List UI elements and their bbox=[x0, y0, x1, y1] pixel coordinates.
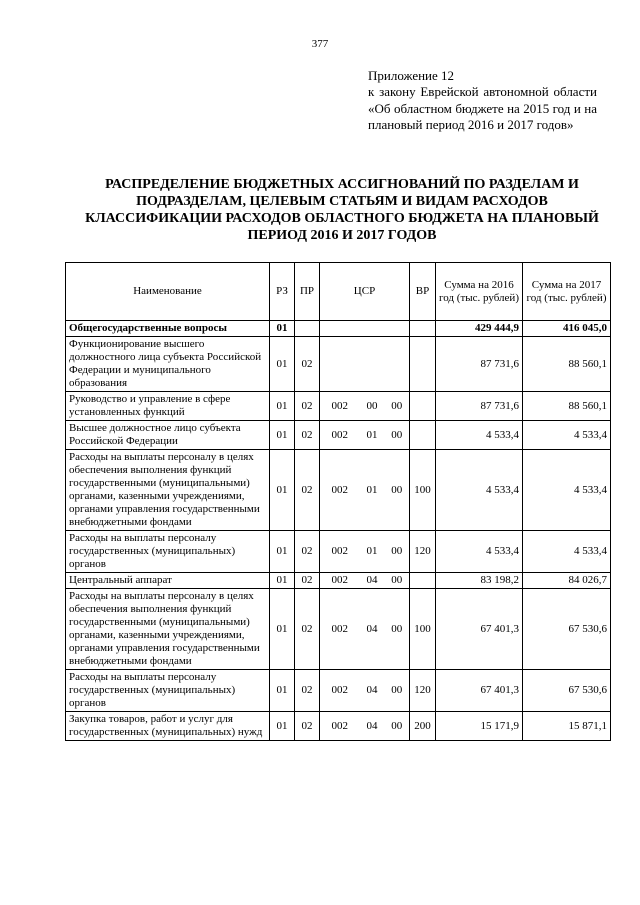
header-rz: РЗ bbox=[270, 263, 295, 321]
row-name: Центральный аппарат bbox=[66, 573, 270, 589]
page-number: 377 bbox=[311, 38, 329, 50]
header-sum-2017: Сумма на 2017 год (тыс. рублей) bbox=[523, 263, 611, 321]
row-sum-2017: 88 560,1 bbox=[523, 337, 611, 392]
row-vr: 200 bbox=[410, 712, 436, 741]
row-rz: 01 bbox=[270, 670, 295, 712]
table-row bbox=[66, 337, 611, 392]
row-csr-part1: 002 bbox=[320, 589, 360, 670]
table-row bbox=[66, 531, 611, 573]
row-name: Руководство и управление в сфере установленных функций bbox=[66, 392, 270, 421]
row-rz: 01 bbox=[270, 321, 295, 337]
row-csr-part1: 002 bbox=[320, 531, 360, 573]
row-csr-part2: 04 bbox=[360, 573, 385, 589]
row-vr bbox=[410, 392, 436, 421]
row-csr-part2: 01 bbox=[360, 421, 385, 450]
table-row bbox=[66, 321, 611, 337]
row-csr-part1: 002 bbox=[320, 573, 360, 589]
row-name: Высшее должностное лицо субъекта Российской Федерации bbox=[66, 421, 270, 450]
row-csr-part1: 002 bbox=[320, 421, 360, 450]
row-pr: 02 bbox=[295, 337, 320, 392]
row-vr bbox=[410, 421, 436, 450]
row-vr: 100 bbox=[410, 589, 436, 670]
row-csr-part2: 01 bbox=[360, 531, 385, 573]
row-csr-part3 bbox=[385, 321, 410, 337]
appendix-block bbox=[368, 68, 597, 134]
row-pr bbox=[295, 321, 320, 337]
row-name: Закупка товаров, работ и услуг для государственных (муниципальных) нужд bbox=[66, 712, 270, 741]
appendix-title: Приложение 12 bbox=[368, 68, 455, 83]
row-pr: 02 bbox=[295, 421, 320, 450]
row-rz: 01 bbox=[270, 337, 295, 392]
row-vr: 100 bbox=[410, 450, 436, 531]
table-body bbox=[66, 321, 611, 741]
row-rz: 01 bbox=[270, 421, 295, 450]
table-row bbox=[66, 670, 611, 712]
header-csr: ЦСР bbox=[320, 263, 410, 321]
row-rz: 01 bbox=[270, 589, 295, 670]
table-row bbox=[66, 421, 611, 450]
document-title: РАСПРЕДЕЛЕНИЕ БЮДЖЕТНЫХ АССИГНОВАНИЙ ПО РАЗДЕЛАМ И ПОДРАЗДЕЛАМ, ЦЕЛЕВЫМ СТАТЬЯМ И ВИДАМ РАСХОДОВ КЛАССИФИКАЦИИ РАСХОДОВ ОБЛАСТНОГО БЮДЖЕТА НА ПЛАНОВЫЙ ПЕРИОД 2016 И 2017 ГОДОВ bbox=[85, 177, 599, 243]
row-csr-part3: 00 bbox=[385, 450, 410, 531]
row-pr: 02 bbox=[295, 670, 320, 712]
row-csr-part1: 002 bbox=[320, 450, 360, 531]
table-row bbox=[66, 450, 611, 531]
table-row bbox=[66, 589, 611, 670]
row-rz: 01 bbox=[270, 712, 295, 741]
row-sum-2017: 84 026,7 bbox=[523, 573, 611, 589]
row-csr-part2 bbox=[360, 321, 385, 337]
row-name: Функционирование высшего должностного лица субъекта Российской Федерации и муниципального образования bbox=[66, 337, 270, 392]
row-csr-part1 bbox=[320, 321, 360, 337]
row-csr-part3: 00 bbox=[385, 392, 410, 421]
row-csr-part2: 04 bbox=[360, 670, 385, 712]
row-sum-2016: 15 171,9 bbox=[436, 712, 523, 741]
row-rz: 01 bbox=[270, 573, 295, 589]
row-vr bbox=[410, 321, 436, 337]
row-vr bbox=[410, 573, 436, 589]
row-sum-2016: 87 731,6 bbox=[436, 392, 523, 421]
row-csr-part1: 002 bbox=[320, 712, 360, 741]
row-csr-part3: 00 bbox=[385, 421, 410, 450]
row-pr: 02 bbox=[295, 450, 320, 531]
row-rz: 01 bbox=[270, 392, 295, 421]
row-csr-part1: 002 bbox=[320, 392, 360, 421]
row-sum-2017: 4 533,4 bbox=[523, 531, 611, 573]
header-vr: ВР bbox=[410, 263, 436, 321]
row-name: Расходы на выплаты персоналу в целях обеспечения выполнения функций государственными (муниципальными) органами, казенными учреждениями, органами управления государственными внебюджетными фондами bbox=[66, 450, 270, 531]
row-sum-2017: 416 045,0 bbox=[523, 321, 611, 337]
row-sum-2016: 429 444,9 bbox=[436, 321, 523, 337]
header-name: Наименование bbox=[66, 263, 270, 321]
row-csr-part2: 04 bbox=[360, 712, 385, 741]
row-name: Общегосударственные вопросы bbox=[66, 321, 270, 337]
row-name: Расходы на выплаты персоналу государственных (муниципальных) органов bbox=[66, 670, 270, 712]
row-vr bbox=[410, 337, 436, 392]
table-header-row bbox=[66, 263, 611, 321]
table-row bbox=[66, 712, 611, 741]
row-name: Расходы на выплаты персоналу государственных (муниципальных) органов bbox=[66, 531, 270, 573]
appendix-text: к закону Еврейской автономной области «Об областном бюджете на 2015 год и на плановый период 2016 и 2017 годов» bbox=[368, 84, 597, 133]
row-rz: 01 bbox=[270, 531, 295, 573]
row-sum-2016: 4 533,4 bbox=[436, 450, 523, 531]
row-vr: 120 bbox=[410, 531, 436, 573]
row-csr-part1 bbox=[320, 337, 360, 392]
table-row bbox=[66, 573, 611, 589]
row-sum-2016: 87 731,6 bbox=[436, 337, 523, 392]
row-sum-2017: 4 533,4 bbox=[523, 450, 611, 531]
row-rz: 01 bbox=[270, 450, 295, 531]
row-sum-2016: 67 401,3 bbox=[436, 670, 523, 712]
row-sum-2016: 83 198,2 bbox=[436, 573, 523, 589]
row-csr-part2: 01 bbox=[360, 450, 385, 531]
row-sum-2016: 67 401,3 bbox=[436, 589, 523, 670]
row-pr: 02 bbox=[295, 589, 320, 670]
header-pr: ПР bbox=[295, 263, 320, 321]
row-sum-2017: 15 871,1 bbox=[523, 712, 611, 741]
row-name: Расходы на выплаты персоналу в целях обеспечения выполнения функций государственными (муниципальными) органами, казенными учреждениями, органами управления государственными внебюджетными фондами bbox=[66, 589, 270, 670]
row-csr-part1: 002 bbox=[320, 670, 360, 712]
row-csr-part3: 00 bbox=[385, 589, 410, 670]
row-pr: 02 bbox=[295, 392, 320, 421]
row-pr: 02 bbox=[295, 573, 320, 589]
table-row bbox=[66, 392, 611, 421]
row-csr-part3: 00 bbox=[385, 712, 410, 741]
row-csr-part3 bbox=[385, 337, 410, 392]
budget-table bbox=[65, 262, 611, 741]
row-csr-part2: 00 bbox=[360, 392, 385, 421]
row-csr-part3: 00 bbox=[385, 670, 410, 712]
row-csr-part3: 00 bbox=[385, 573, 410, 589]
row-csr-part2 bbox=[360, 337, 385, 392]
row-pr: 02 bbox=[295, 531, 320, 573]
row-sum-2016: 4 533,4 bbox=[436, 421, 523, 450]
row-vr: 120 bbox=[410, 670, 436, 712]
row-pr: 02 bbox=[295, 712, 320, 741]
row-sum-2017: 88 560,1 bbox=[523, 392, 611, 421]
row-csr-part2: 04 bbox=[360, 589, 385, 670]
row-sum-2017: 67 530,6 bbox=[523, 670, 611, 712]
row-sum-2017: 67 530,6 bbox=[523, 589, 611, 670]
row-csr-part3: 00 bbox=[385, 531, 410, 573]
row-sum-2016: 4 533,4 bbox=[436, 531, 523, 573]
header-sum-2016: Сумма на 2016 год (тыс. рублей) bbox=[436, 263, 523, 321]
row-sum-2017: 4 533,4 bbox=[523, 421, 611, 450]
